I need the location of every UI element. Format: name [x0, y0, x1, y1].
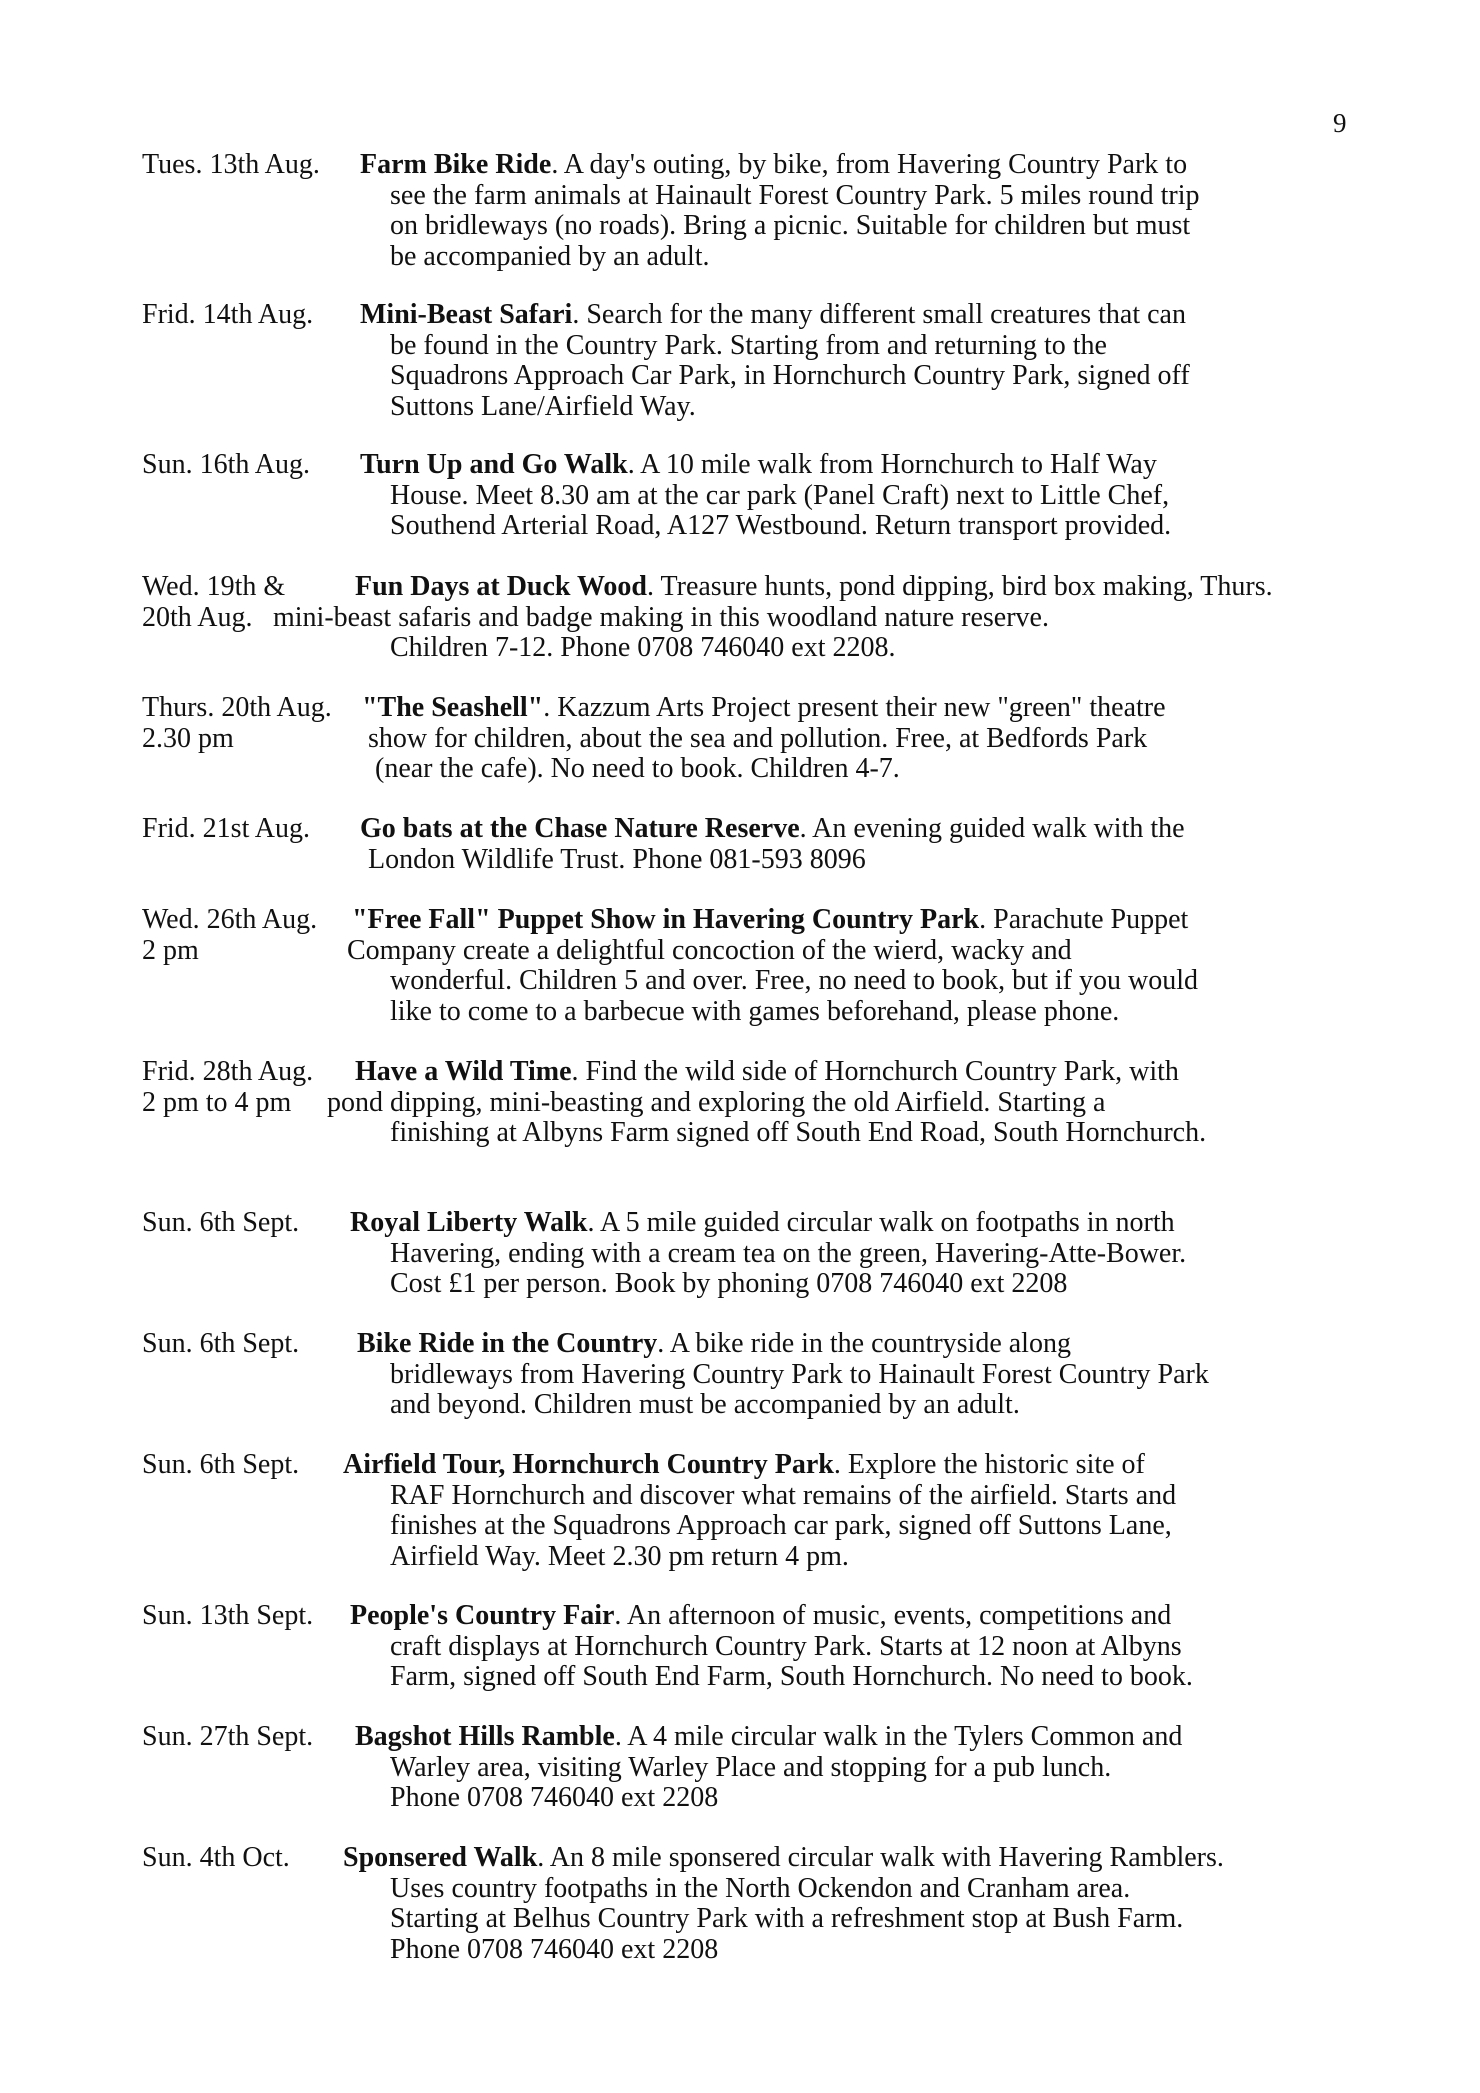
event-date-line: Wed. 19th & [142, 571, 286, 602]
event-description-line: London Wildlife Trust. Phone 081-593 8096 [368, 843, 866, 875]
event-date-line: Sun. 6th Sept. [142, 1328, 300, 1359]
event-date [142, 1208, 299, 1239]
event-description: . A 5 mile guided circular walk on footpaths in north [587, 1207, 1175, 1238]
event-description-line: Farm, signed off South End Farm, South Hornchurch. No need to book. [390, 1661, 1193, 1692]
event-description-line: pond dipping, mini-beasting and exploring the old Airfield. Starting a [327, 1086, 1106, 1118]
event-date [142, 150, 320, 181]
event-description-line: Squadrons Approach Car Park, in Hornchurch Country Park, signed off [390, 360, 1190, 391]
event-description: . Search for the many different small creatures that can [572, 299, 1186, 330]
event-date-line: Sun. 16th Aug. [142, 449, 311, 480]
event-description-line: Starting at Belhus Country Park with a refreshment stop at Bush Farm. [390, 1903, 1184, 1934]
event-title: "The Seashell" [362, 692, 544, 723]
event-date-line: Sun. 4th Oct. [142, 1842, 290, 1873]
event-date [142, 1329, 299, 1360]
event-first-line [360, 814, 1185, 845]
event-first-line [343, 1843, 1224, 1874]
event-date [142, 300, 313, 331]
event-description-line: Company create a delightful concoction of the wierd, wacky and [347, 934, 1072, 966]
event-description-line: like to come to a barbecue with games beforehand, please phone. [390, 995, 1120, 1027]
event-description-line: wonderful. Children 5 and over. Free, no need to book, but if you would [390, 965, 1198, 996]
event-first-line [343, 1450, 1145, 1481]
event-date-line: Frid. 14th Aug. [142, 299, 314, 330]
event-title: Airfield Tour, Hornchurch Country Park [343, 1449, 834, 1480]
event-first-line [352, 905, 1188, 936]
event-description-line: and beyond. Children must be accompanied by an adult. [390, 1389, 1020, 1420]
event-title: Go bats at the Chase Nature Reserve [360, 813, 800, 844]
event-title: Fun Days at Duck Wood [355, 571, 648, 602]
event-description: . An 8 mile sponsered circular walk with Havering Ramblers. [537, 1842, 1224, 1873]
event-title: Bagshot Hills Ramble [355, 1721, 615, 1752]
event-description-line: see the farm animals at Hainault Forest Country Park. 5 miles round trip [390, 179, 1200, 211]
event-description-line: Havering, ending with a cream tea on the green, Havering-Atte-Bower. [390, 1237, 1187, 1269]
event-date-line: Thurs. 20th Aug. [142, 692, 332, 723]
event-date [142, 1450, 299, 1481]
event-description: . Treasure hunts, pond dipping, bird box making, Thurs. [647, 571, 1273, 602]
event-first-line [355, 572, 1273, 603]
event-description-line: mini-beast safaris and badge making in this woodland nature reserve. [273, 601, 1049, 633]
event-description: . A 4 mile circular walk in the Tylers Common and [614, 1721, 1183, 1752]
event-first-line [350, 1601, 1171, 1632]
event-date-line: 2.30 pm [142, 722, 234, 754]
event-description: . Kazzum Arts Project present their new "green" theatre [543, 692, 1166, 723]
event-description-line: Phone 0708 746040 ext 2208 [390, 1933, 719, 1965]
event-date [142, 905, 317, 966]
event-date-line: 2 pm [142, 934, 199, 966]
event-title: People's Country Fair [350, 1600, 615, 1631]
event-date [142, 693, 332, 754]
event-date [142, 450, 310, 481]
page-number: 9 [1333, 108, 1347, 138]
event-date [142, 1057, 313, 1118]
event-date-line: Wed. 26th Aug. [142, 904, 318, 935]
event-date [142, 814, 310, 845]
event-description-line: bridleways from Havering Country Park to Hainault Forest Country Park [390, 1358, 1209, 1390]
event-title: Mini-Beast Safari [360, 299, 573, 330]
event-title: Royal Liberty Walk [350, 1207, 588, 1238]
event-first-line [355, 1057, 1179, 1088]
event-description-line: show for children, about the sea and pollution. Free, at Bedfords Park [368, 722, 1148, 754]
event-first-line [362, 693, 1166, 724]
event-description-line: be accompanied by an adult. [390, 240, 710, 272]
event-description-line: Suttons Lane/Airfield Way. [390, 390, 696, 422]
event-date [142, 1601, 313, 1632]
event-date-line: 2 pm to 4 pm [142, 1086, 292, 1118]
event-description-line: (near the cafe). No need to book. Children 4-7. [375, 753, 900, 784]
event-description-line: Southend Arterial Road, A127 Westbound. Return transport provided. [390, 510, 1172, 541]
event-title: Have a Wild Time [355, 1056, 572, 1087]
event-description: . Find the wild side of Hornchurch Country Park, with [571, 1056, 1179, 1087]
event-title: Farm Bike Ride [360, 149, 552, 180]
event-description-line: Children 7-12. Phone 0708 746040 ext 2208. [390, 632, 896, 663]
event-date [142, 1722, 313, 1753]
event-date [142, 1843, 290, 1874]
event-date-line: Tues. 13th Aug. [142, 149, 320, 180]
event-description: . An afternoon of music, events, competitions and [614, 1600, 1172, 1631]
event-description-line: RAF Hornchurch and discover what remains of the airfield. Starts and [390, 1479, 1177, 1511]
event-description-line: Uses country footpaths in the North Ockendon and Cranham area. [390, 1872, 1131, 1904]
event-description: . Parachute Puppet [979, 904, 1189, 935]
event-date-line: Sun. 13th Sept. [142, 1600, 314, 1631]
event-description-line: finishing at Albyns Farm signed off South End Road, South Hornchurch. [390, 1117, 1207, 1148]
event-first-line [355, 1722, 1182, 1753]
event-date [142, 572, 285, 633]
event-first-line [360, 300, 1186, 331]
event-description-line: Warley area, visiting Warley Place and stopping for a pub lunch. [390, 1751, 1112, 1783]
event-title: Bike Ride in the Country [357, 1328, 658, 1359]
event-description-line: Phone 0708 746040 ext 2208 [390, 1782, 719, 1813]
event-first-line [360, 450, 1157, 481]
event-description-line: craft displays at Hornchurch Country Park. Starts at 12 noon at Albyns [390, 1630, 1182, 1662]
event-first-line [357, 1329, 1071, 1360]
event-title: "Free Fall" Puppet Show in Havering Country Park [352, 904, 980, 935]
event-date-line: Frid. 28th Aug. [142, 1056, 314, 1087]
event-description: . Explore the historic site of [833, 1449, 1145, 1480]
event-description-line: House. Meet 8.30 am at the car park (Panel Craft) next to Little Chef, [390, 479, 1170, 511]
event-date-line: Sun. 6th Sept. [142, 1207, 300, 1238]
event-description: . A day's outing, by bike, from Havering Country Park to [551, 149, 1188, 180]
event-description: . An evening guided walk with the [799, 813, 1185, 844]
event-date-line: Sun. 6th Sept. [142, 1449, 300, 1480]
event-description-line: finishes at the Squadrons Approach car park, signed off Suttons Lane, [390, 1510, 1172, 1541]
event-title: Sponsered Walk [343, 1842, 538, 1873]
event-description: . A bike ride in the countryside along [657, 1328, 1071, 1359]
event-description: . A 10 mile walk from Hornchurch to Half Way [627, 449, 1157, 480]
event-first-line [360, 150, 1187, 181]
event-date-line: 20th Aug. [142, 601, 253, 633]
event-date-line: Sun. 27th Sept. [142, 1721, 314, 1752]
event-title: Turn Up and Go Walk [360, 449, 628, 480]
event-first-line [350, 1208, 1175, 1239]
event-description-line: on bridleways (no roads). Bring a picnic. Suitable for children but must [390, 210, 1191, 241]
event-description-line: Airfield Way. Meet 2.30 pm return 4 pm. [390, 1540, 849, 1572]
event-description-line: Cost £1 per person. Book by phoning 0708 746040 ext 2208 [390, 1268, 1068, 1299]
event-date-line: Frid. 21st Aug. [142, 813, 311, 844]
event-description-line: be found in the Country Park. Starting from and returning to the [390, 329, 1107, 361]
